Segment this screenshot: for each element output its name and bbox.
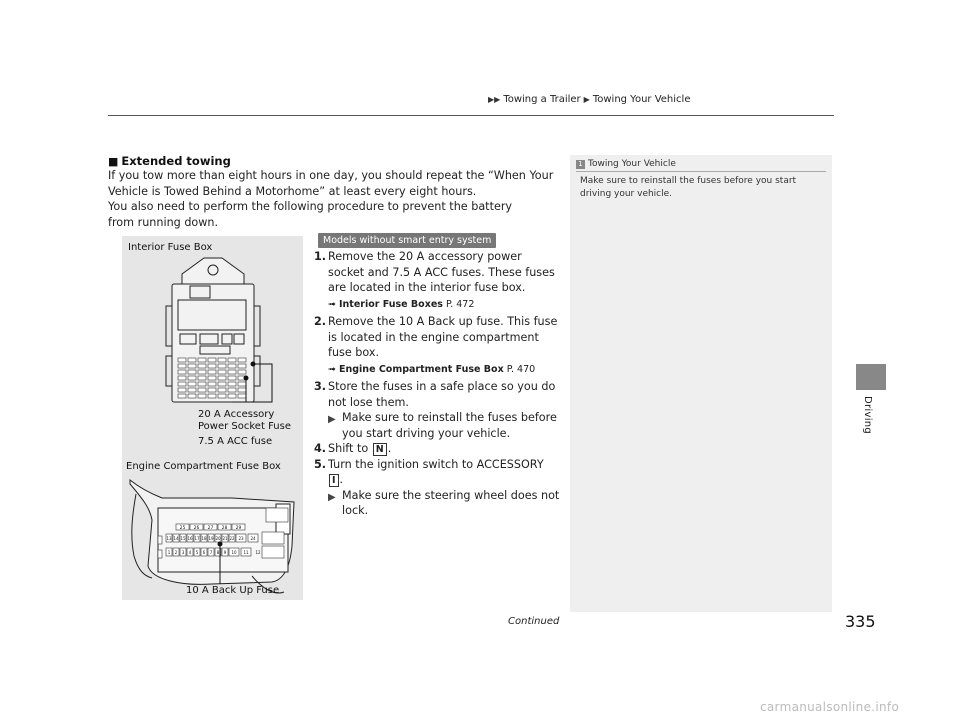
fuse-box-figure bbox=[122, 236, 303, 600]
svg-text:20: 20 bbox=[215, 536, 221, 541]
step-4-text-pre: Shift to bbox=[328, 442, 369, 455]
engine-fuse-box-title: Engine Compartment Fuse Box bbox=[126, 461, 281, 472]
ignition-accessory-key: I bbox=[329, 474, 339, 487]
svg-text:5: 5 bbox=[195, 550, 199, 555]
step-1 bbox=[314, 249, 560, 296]
step-text: Remove the 20 A accessory power socket and 7.5 A ACC fuses. These fuses are located in the interior fuse box. bbox=[328, 250, 555, 294]
side-note bbox=[570, 155, 832, 612]
svg-text:1: 1 bbox=[167, 550, 171, 555]
continued-label: Continued bbox=[508, 616, 560, 627]
svg-text:28: 28 bbox=[221, 526, 228, 531]
svg-text:22: 22 bbox=[229, 536, 235, 541]
svg-text:15: 15 bbox=[180, 536, 186, 541]
chapter-tab-marker bbox=[856, 364, 886, 390]
triangle-right-icon: ▶ bbox=[328, 491, 336, 503]
side-note-text: Make sure to reinstall the fuses before you start driving your vehicle. bbox=[580, 176, 797, 199]
step-number: 4. bbox=[314, 442, 327, 455]
section-heading bbox=[108, 154, 558, 168]
svg-text:9: 9 bbox=[223, 550, 227, 555]
reference-arrow-icon: ➟ bbox=[328, 363, 336, 375]
svg-text:14: 14 bbox=[173, 536, 179, 541]
step-note-text: Make sure the steering wheel does not lock. bbox=[342, 488, 560, 517]
callout-accessory-fuse bbox=[198, 409, 291, 448]
step-5-note bbox=[328, 488, 560, 519]
procedure-steps bbox=[314, 249, 560, 519]
section-heading-text: Extended towing bbox=[121, 154, 231, 168]
step-5 bbox=[314, 457, 560, 488]
interior-fuse-box-title: Interior Fuse Box bbox=[128, 242, 213, 253]
step-text bbox=[328, 441, 391, 457]
svg-text:2: 2 bbox=[174, 550, 178, 555]
header-divider bbox=[108, 115, 834, 116]
step-number: 2. bbox=[314, 315, 327, 328]
double-chevron-right-icon: ▶▶ bbox=[488, 95, 501, 104]
side-note-title-text: Towing Your Vehicle bbox=[588, 159, 676, 169]
svg-text:29: 29 bbox=[235, 526, 242, 531]
reference-arrow-icon: ➟ bbox=[328, 298, 336, 310]
step-number: 3. bbox=[314, 380, 327, 393]
callout-acc-fuse: 7.5 A ACC fuse bbox=[198, 436, 273, 447]
step-4-text-post: . bbox=[387, 442, 392, 455]
reference-title: Engine Compartment Fuse Box bbox=[339, 363, 504, 375]
step-2 bbox=[314, 314, 560, 361]
main-content bbox=[108, 154, 558, 230]
svg-text:26: 26 bbox=[193, 526, 200, 531]
note-number-badge: 1 bbox=[576, 160, 585, 169]
page-number: 335 bbox=[845, 612, 876, 631]
callout-backup-fuse: 10 A Back Up Fuse bbox=[186, 585, 280, 596]
step-number: 5. bbox=[314, 457, 327, 471]
step-3 bbox=[314, 379, 560, 410]
svg-text:18: 18 bbox=[201, 536, 207, 541]
svg-text:11: 11 bbox=[243, 550, 249, 555]
gear-n-key: N bbox=[373, 443, 387, 456]
svg-text:21: 21 bbox=[222, 536, 228, 541]
svg-text:27: 27 bbox=[207, 526, 214, 531]
svg-text:4: 4 bbox=[188, 550, 192, 555]
step-3-note bbox=[328, 410, 560, 441]
models-badge: Models without smart entry system bbox=[318, 233, 496, 248]
svg-text:24: 24 bbox=[250, 536, 256, 541]
triangle-right-icon: ▶ bbox=[328, 414, 336, 425]
step-5-text-post: . bbox=[339, 473, 344, 486]
breadcrumb bbox=[488, 94, 690, 105]
svg-text:19: 19 bbox=[208, 536, 214, 541]
svg-text:12: 12 bbox=[255, 550, 261, 555]
breadcrumb-item-towing-vehicle[interactable]: Towing Your Vehicle bbox=[592, 94, 691, 105]
side-note-title bbox=[576, 159, 676, 169]
chapter-tab-label[interactable]: Driving bbox=[862, 396, 873, 435]
step-text bbox=[328, 457, 544, 488]
black-square-icon: ■ bbox=[108, 154, 119, 168]
breadcrumb-item-towing-trailer[interactable]: Towing a Trailer bbox=[503, 94, 581, 105]
side-note-divider bbox=[576, 171, 826, 172]
callout-accessory-line2: Power Socket Fuse bbox=[198, 421, 291, 432]
step-text: Store the fuses in a safe place so you do not lose them. bbox=[328, 380, 556, 409]
svg-text:13: 13 bbox=[166, 536, 172, 541]
svg-text:10: 10 bbox=[231, 550, 237, 555]
step-5-text: Turn the ignition switch to ACCESSORY bbox=[328, 457, 544, 471]
reference-page: P. 470 bbox=[506, 363, 536, 375]
svg-text:6: 6 bbox=[202, 550, 206, 555]
paragraph-1: If you tow more than eight hours in one day, you should repeat the “When Your Vehicle is Towed Behind a Motorhome” at least every eight hours. bbox=[108, 169, 554, 198]
svg-text:17: 17 bbox=[194, 536, 200, 541]
svg-text:7: 7 bbox=[209, 550, 213, 555]
svg-text:23: 23 bbox=[238, 536, 244, 541]
reference-title: Interior Fuse Boxes bbox=[339, 298, 443, 310]
step-number: 1. bbox=[314, 250, 327, 263]
step-4 bbox=[314, 441, 560, 457]
watermark: carmanualsonline.info bbox=[760, 700, 900, 714]
chevron-right-icon: ▶ bbox=[583, 95, 590, 104]
step-text: Remove the 10 A Back up fuse. This fuse is located in the engine compartment fuse box. bbox=[328, 315, 558, 359]
svg-text:25: 25 bbox=[179, 526, 186, 531]
svg-text:3: 3 bbox=[181, 550, 185, 555]
reference-link-engine[interactable] bbox=[328, 362, 560, 378]
step-note-text: Make sure to reinstall the fuses before you start driving your vehicle. bbox=[342, 411, 557, 440]
reference-page: P. 472 bbox=[445, 298, 475, 310]
svg-text:8: 8 bbox=[216, 550, 220, 555]
svg-text:16: 16 bbox=[187, 536, 193, 541]
callout-accessory-line1: 20 A Accessory bbox=[198, 409, 275, 420]
paragraph-2: You also need to perform the following procedure to prevent the battery from running down. bbox=[108, 200, 513, 229]
reference-link-interior[interactable] bbox=[328, 297, 560, 313]
